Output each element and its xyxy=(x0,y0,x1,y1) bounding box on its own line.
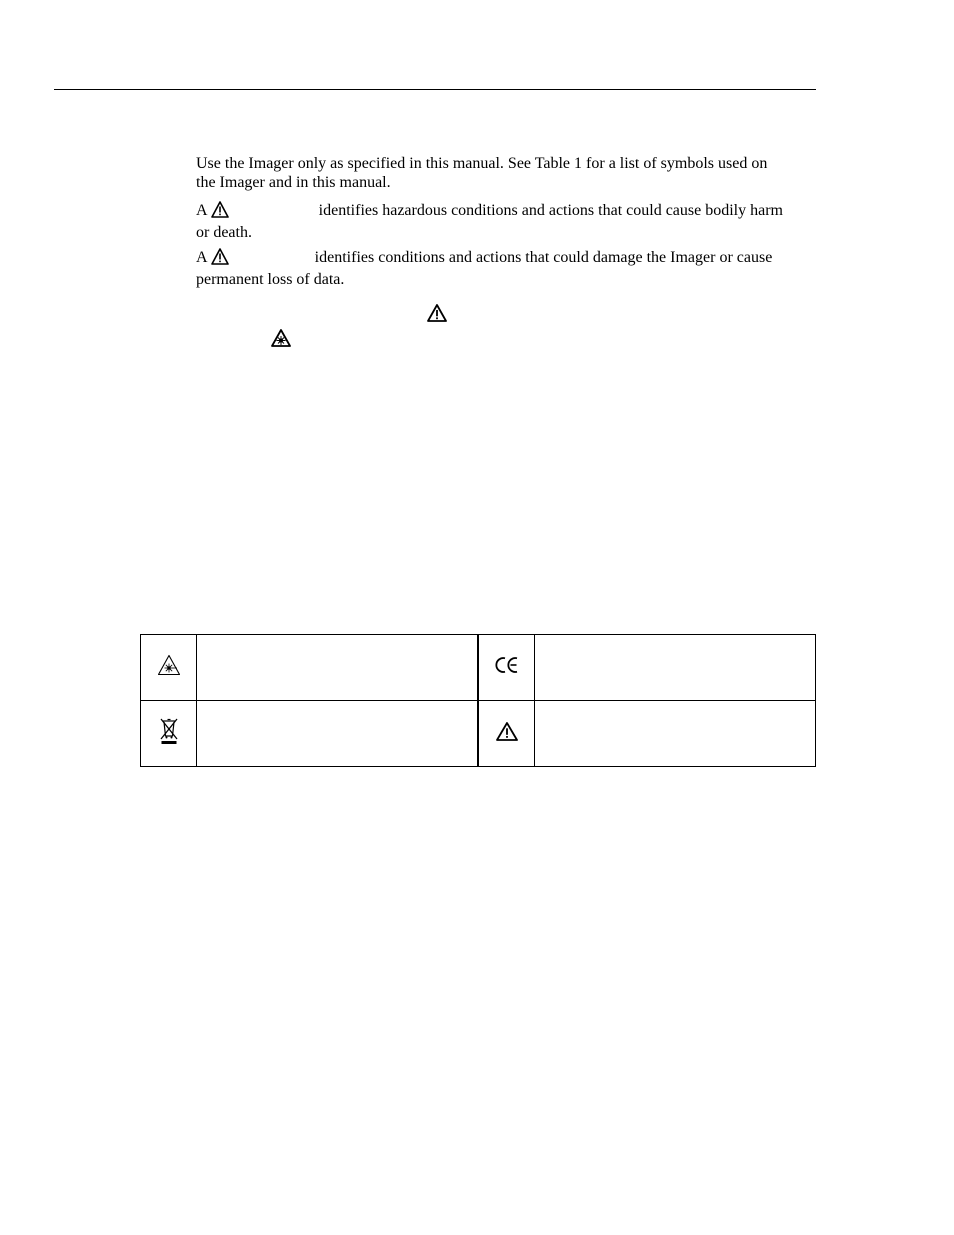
table-cell-description xyxy=(535,635,816,701)
warning-prefix: A xyxy=(196,202,207,219)
caution-triangle-icon xyxy=(211,248,229,270)
table-cell-description xyxy=(197,635,479,701)
intro-paragraph xyxy=(196,154,814,192)
caution-prefix: A xyxy=(196,249,207,266)
table-cell-icon xyxy=(478,635,535,701)
table-cell-icon xyxy=(141,701,197,767)
weee-bin-icon xyxy=(159,732,179,749)
intro-line-2: the Imager and in this manual. xyxy=(196,174,391,191)
ce-mark-icon xyxy=(494,662,520,679)
header-rule xyxy=(54,89,816,90)
table-cell-icon xyxy=(141,635,197,701)
warning-definition xyxy=(196,201,814,242)
warning-triangle-icon xyxy=(496,728,518,745)
symbols-table xyxy=(140,634,816,767)
table-cell-icon xyxy=(478,701,535,767)
laser-warning-icon xyxy=(157,663,181,680)
table-cell-description xyxy=(535,701,816,767)
warning-heading-triangle-icon xyxy=(427,304,447,327)
table-cell-description xyxy=(197,701,479,767)
caution-definition-cont: permanent loss of data. xyxy=(196,271,345,288)
caution-definition-text: identifies conditions and actions that could damage the Imager or cause xyxy=(314,249,773,266)
caution-definition xyxy=(196,248,814,289)
warning-triangle-icon xyxy=(211,201,229,223)
warning-definition-text: identifies hazardous conditions and actions that could cause bodily harm xyxy=(318,202,783,219)
table-row xyxy=(141,701,816,767)
laser-hazard-icon xyxy=(271,329,291,352)
table-row xyxy=(141,635,816,701)
warning-definition-cont: or death. xyxy=(196,224,252,241)
intro-line-1: Use the Imager only as specified in this manual. See Table 1 for a list of symbols used on xyxy=(196,155,768,172)
